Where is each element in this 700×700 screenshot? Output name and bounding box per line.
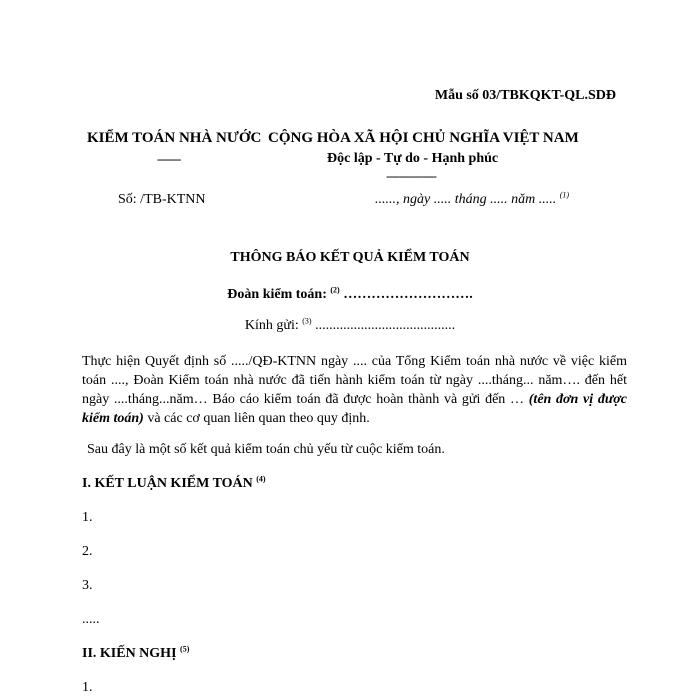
section-1-title: I. KẾT LUẬN KIỂM TOÁN bbox=[82, 476, 253, 491]
recipient-label: Kính gửi: bbox=[244, 318, 299, 333]
list-item: 2. bbox=[82, 544, 93, 559]
audit-team-dots: ………………………. bbox=[343, 287, 473, 302]
section-2-heading bbox=[82, 646, 189, 662]
document-title: THÔNG BÁO KẾT QUẢ KIỂM TOÁN bbox=[230, 250, 470, 265]
organization-name: KIỂM TOÁN NHÀ NƯỚC bbox=[87, 130, 262, 146]
section-2-title: II. KIẾN NGHỊ bbox=[82, 646, 177, 661]
list-item: 3. bbox=[82, 578, 93, 593]
organization-underline: ------- bbox=[157, 151, 181, 166]
section-1-heading bbox=[82, 476, 266, 492]
recipient-note: (3) bbox=[302, 316, 312, 326]
date-note: (1) bbox=[559, 190, 570, 200]
document-number: Số: /TB-KTNN bbox=[118, 192, 206, 207]
audit-team-line bbox=[0, 287, 700, 303]
recipient-line bbox=[0, 318, 700, 334]
audit-team-note: (2) bbox=[330, 285, 340, 295]
list-item: ..... bbox=[82, 612, 100, 627]
audit-team-label: Đoàn kiểm toán: bbox=[227, 287, 327, 302]
summary-sentence: Sau đây là một số kết quả kiểm toán chủ yếu từ cuộc kiểm toán. bbox=[87, 442, 445, 457]
nation-title: CỘNG HÒA XÃ HỘI CHỦ NGHĨA VIỆT NAM bbox=[268, 130, 579, 146]
list-item: 1. bbox=[82, 680, 93, 695]
national-motto: Độc lập - Tự do - Hạnh phúc bbox=[327, 151, 499, 166]
intro-text: Thực hiện Quyết định số ...../QĐ-KTNN ngày .... của Tổng Kiểm toán nhà nước về việc kiểm toán ...., Đoàn Kiểm toán nhà nước đã tiến hành kiểm toán từ ngày ....tháng... năm…. đến hết ngày ....tháng...năm… Báo cáo kiểm toán đã được hoàn thành và gửi đến … bbox=[82, 354, 627, 407]
section-1-note: (4) bbox=[256, 474, 266, 484]
intro-text-end: và các cơ quan liên quan theo quy định. bbox=[147, 411, 370, 426]
motto-underline: --------------- bbox=[386, 168, 436, 183]
intro-paragraph bbox=[82, 352, 627, 428]
audited-unit-placeholder: (tên đơn vị được kiểm toán) bbox=[82, 392, 628, 426]
list-item: 1. bbox=[82, 510, 93, 525]
form-code: Mẫu số 03/TBKQKT-QL.SDĐ bbox=[434, 88, 616, 103]
date-text: ......, ngày ..... tháng ..... năm ..... bbox=[375, 192, 557, 207]
section-2-note: (5) bbox=[180, 644, 190, 654]
recipient-dots: ........................................ bbox=[315, 318, 456, 333]
date-line bbox=[375, 192, 569, 208]
